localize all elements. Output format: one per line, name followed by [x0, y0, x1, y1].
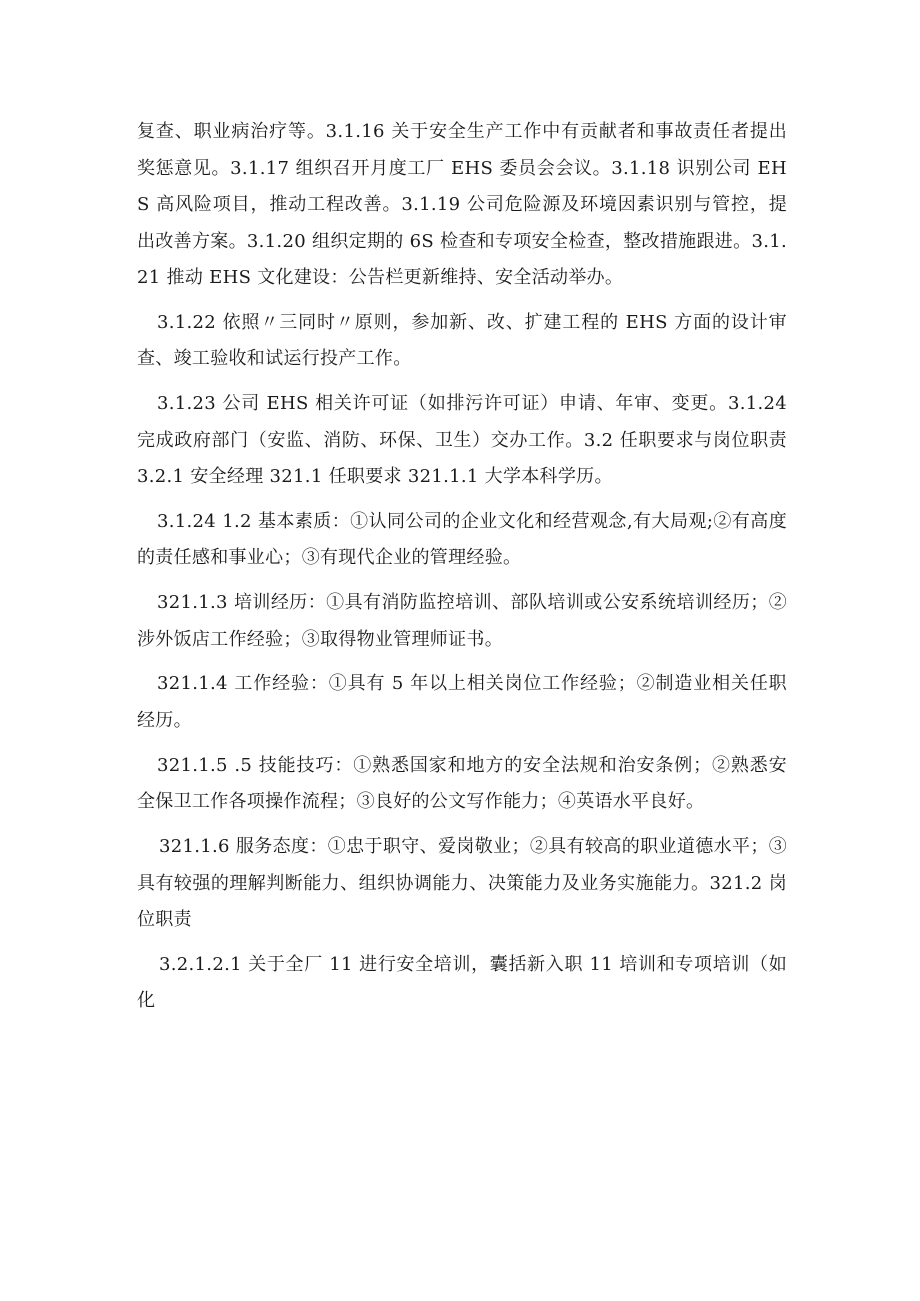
paragraph-4: 3.1.24 1.2 基本素质：①认同公司的企业文化和经营观念,有大局观;②有高度的责任感和事业心；③有现代企业的管理经验。	[137, 510, 787, 569]
document-body	[137, 114, 787, 1028]
paragraph-9: 3.2.1.2.1 关于全厂 11 进行安全培训，囊括新入职 11 培训和专项培训（如化	[137, 953, 787, 1012]
paragraph-8: 321.1.6 服务态度：①忠于职守、爱岗敬业；②具有较高的职业道德水平；③具有较强的理解判断能力、组织协调能力、决策能力及业务实施能力。321.2 岗位职责	[137, 836, 787, 931]
paragraph-5: 321.1.3 培训经历：①具有消防监控培训、部队培训或公安系统培训经历；②涉外饭店工作经验；③取得物业管理师证书。	[137, 592, 787, 650]
paragraph-1: 复查、职业病治疗等。3.1.16 关于安全生产工作中有贡献者和事故责任者提出奖惩意见。3.1.17 组织召开月度工厂 EHS 委员会会议。3.1.18 识别公司 EHS 高风险项目，推动工程改善。3.1.19 公司危险源及环境因素识别与管控，提出改善方案。3.1.20 组织定期的 6S 检查和专项安全检查，整改措施跟进。3.1.21 推动 EHS 文化建设：公告栏更新维持、安全活动举办。	[137, 121, 787, 288]
paragraph-3: 3.1.23 公司 EHS 相关许可证（如排污许可证）申请、年审、变更。3.1.24 完成政府部门（安监、消防、环保、卫生）交办工作。3.2 任职要求与岗位职责 3.2.1 安全经理 321.1 任职要求 321.1.1 大学本科学历。	[137, 393, 787, 488]
paragraph-7: 321.1.5 .5 技能技巧：①熟悉国家和地方的安全法规和治安条例；②熟悉安全保卫工作各项操作流程；③良好的公文写作能力；④英语水平良好。	[137, 754, 787, 813]
paragraph-6: 321.1.4 工作经验：①具有 5 年以上相关岗位工作经验；②制造业相关任职经历。	[137, 673, 787, 731]
paragraph-2: 3.1.22 依照〃三同时〃原则，参加新、改、扩建工程的 EHS 方面的设计审查、竣工验收和试运行投产工作。	[137, 311, 787, 370]
